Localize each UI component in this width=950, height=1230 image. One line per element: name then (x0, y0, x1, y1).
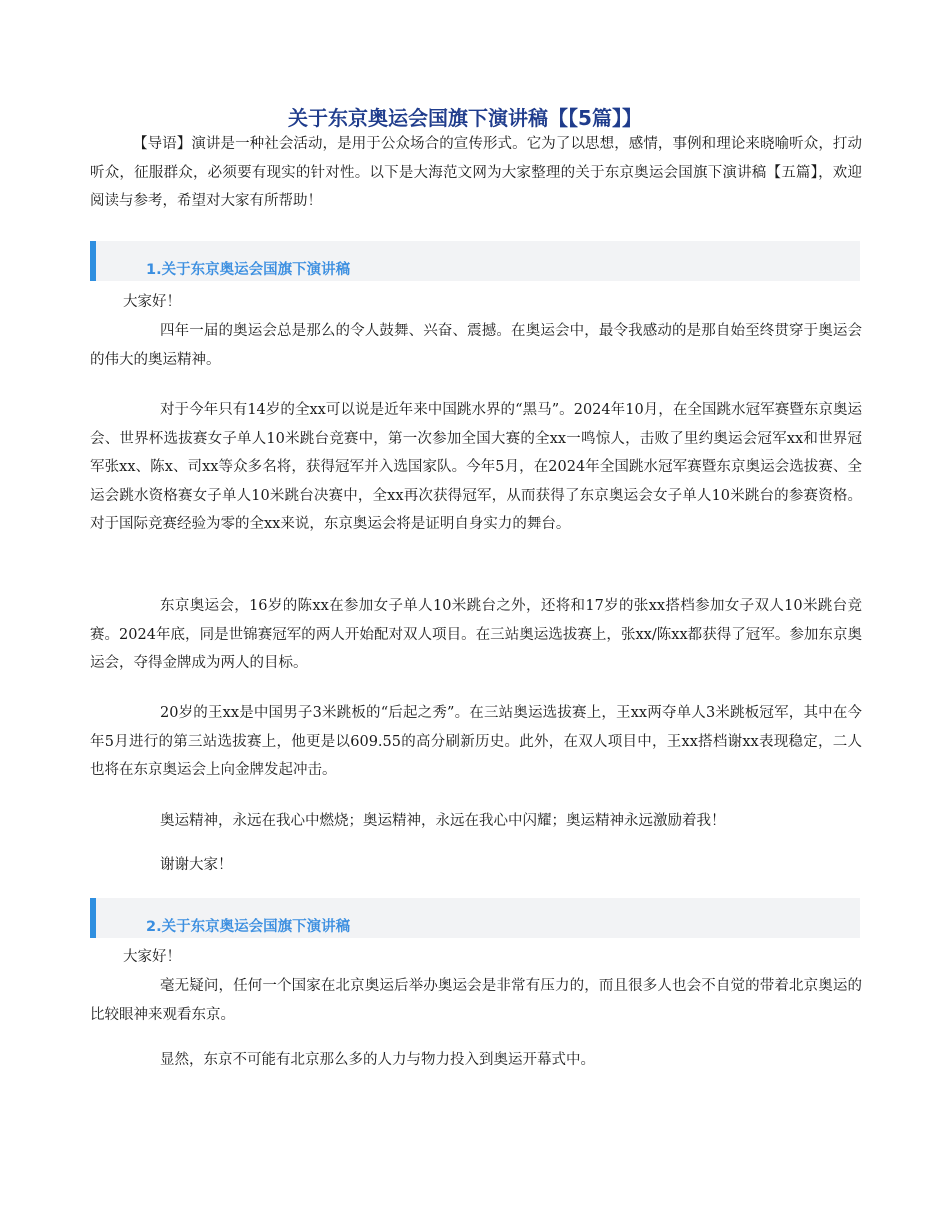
section-1-accent-bar (90, 241, 96, 281)
section-2-heading: 2.关于东京奥运会国旗下演讲稿 (146, 919, 351, 935)
section-1-paragraph-4: 20岁的王xx是中国男子3米跳板的“后起之秀”。在三站奥运选拔赛上，王xx两夺单人3米跳板冠军，其中在今年5月进行的第三站选拔赛上，他更是以609.55的高分刷新历史。此外，在双人项目中，王xx搭档谢xx表现稳定，二人也将在东京奥运会上向金牌发起冲击。 (90, 705, 862, 778)
section-1-paragraph-2: 对于今年只有14岁的全xx可以说是近年来中国跳水界的“黑马”。2024年10月，在全国跳水冠军赛暨东京奥运会、世界杯选拔赛女子单人10米跳台竞赛中，第一次参加全国大赛的全xx一鸣惊人，击败了里约奥运会冠军xx和世界冠军张xx、陈x、司xx等众多名将，获得冠军并入选国家队。今年5月，在2024年全国跳水冠军赛暨东京奥运会选拔赛、全运会跳水资格赛女子单人10米跳台决赛中，全xx再次获得冠军，从而获得了东京奥运会女子单人10米跳台的参赛资格。对于国际竞赛经验为零的全xx来说，东京奥运会将是证明自身实力的舞台。 (90, 402, 862, 532)
page-title: 关于东京奥运会国旗下演讲稿【【5篇】】 (288, 106, 642, 130)
section-2-greeting: 大家好！ (123, 949, 181, 965)
section-1-heading: 1.关于东京奥运会国旗下演讲稿 (146, 262, 351, 278)
section-1-greeting: 大家好！ (123, 294, 181, 310)
section-1-paragraph-5: 奥运精神，永远在我心中燃烧；奥运精神，永远在我心中闪耀；奥运精神永远激励着我！ (160, 813, 726, 829)
section-1-paragraph-1: 四年一届的奥运会总是那么的令人鼓舞、兴奋、震撼。在奥运会中，最令我感动的是那自始至终贯穿于奥运会的伟大的奥运精神。 (90, 323, 862, 368)
section-1-header (90, 241, 860, 281)
section-2-header (90, 898, 860, 938)
section-1-paragraph-3: 东京奥运会，16岁的陈xx在参加女子单人10米跳台之外，还将和17岁的张xx搭档参加女子双人10米跳台竞赛。2024年底，同是世锦赛冠军的两人开始配对双人项目。在三站奥运选拔赛上，张xx/陈xx都获得了冠军。参加东京奥运会，夺得金牌成为两人的目标。 (90, 598, 862, 671)
section-2-paragraph-2: 显然，东京不可能有北京那么多的人力与物力投入到奥运开幕式中。 (160, 1052, 595, 1068)
section-2-paragraph-1: 毫无疑问，任何一个国家在北京奥运后举办奥运会是非常有压力的，而且很多人也会不自觉的带着北京奥运的比较眼神来观看东京。 (90, 978, 862, 1023)
section-2-accent-bar (90, 898, 96, 938)
intro-paragraph: 【导语】演讲是一种社会活动，是用于公众场合的宣传形式。它为了以思想，感情，事例和理论来晓喻听众，打动听众，征服群众，必须要有现实的针对性。以下是大海范文网为大家整理的关于东京奥运会国旗下演讲稿【五篇】，欢迎阅读与参考，希望对大家有所帮助！ (90, 136, 862, 209)
section-1-paragraph-6: 谢谢大家！ (160, 857, 233, 873)
